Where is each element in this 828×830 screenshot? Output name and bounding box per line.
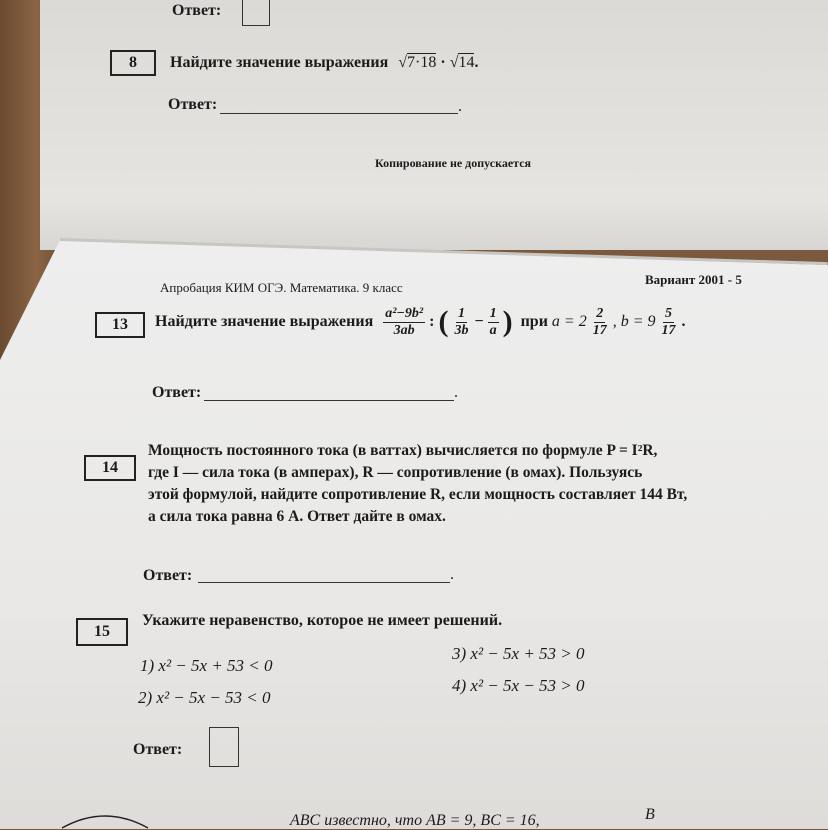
top-answer-box[interactable] xyxy=(242,0,270,26)
q13-fraction-1: $\frac{1}{3b}$ xyxy=(454,306,469,338)
q13-prefix: Найдите значение выражения xyxy=(155,313,374,330)
upper-paper-sheet xyxy=(40,0,828,250)
q14-line-4: а сила тока равна 6 А. Ответ дайте в омах. xyxy=(148,508,446,525)
question-15-text xyxy=(142,612,502,630)
q13-b-fraction: $\frac{5}{17}$ xyxy=(661,306,676,338)
q8-answer-line[interactable] xyxy=(220,113,458,114)
sqrt-icon: √ xyxy=(449,54,459,71)
footer-note: Копирование не допускается xyxy=(375,156,532,170)
shape-icon xyxy=(60,810,150,829)
q16-partial-text: ABC известно, что AB = 9, BC = 16, xyxy=(290,812,540,829)
q8-sqrt-1: 7·18 xyxy=(407,54,437,71)
q13-a-fraction: $\frac{2}{17}$ xyxy=(592,306,607,338)
header-left: Апробация КИМ ОГЭ. Математика. 9 класс xyxy=(160,280,403,295)
q14-answer-label: Ответ: xyxy=(143,567,193,584)
q15-answer-box[interactable] xyxy=(209,727,239,767)
q14-line-1: Мощность постоянного тока (в ваттах) вычисляется по формуле P = I²R, xyxy=(148,442,658,459)
q13-a-eq: a = 2 xyxy=(551,313,587,330)
q8-dot: · xyxy=(440,54,446,71)
q8-suffix: . xyxy=(474,54,479,71)
question-13-number: 13 xyxy=(95,312,145,338)
q8-prefix: Найдите значение выражения xyxy=(170,54,389,71)
q13-answer-label: Ответ: xyxy=(152,384,202,401)
q15-option-3[interactable]: 3) x² − 5x + 53 > 0 xyxy=(452,644,585,663)
q14-line-2: где I — сила тока (в амперах), R — сопротивление (в омах). Пользуясь xyxy=(148,464,643,481)
header-right: Вариант 2001 - 5 xyxy=(645,272,742,287)
top-answer-label: Ответ: xyxy=(172,2,222,19)
right-paren-icon: ) xyxy=(502,305,513,338)
question-15-number: 15 xyxy=(76,618,128,646)
q13-b-eq: , b = 9 xyxy=(612,313,656,330)
q8-answer-end: . xyxy=(458,98,462,115)
q15-text-before: Укажите неравенство, которое xyxy=(142,612,364,629)
question-14-number: 14 xyxy=(84,455,136,481)
question-13-text xyxy=(155,305,686,339)
q15-text-bold: не имеет xyxy=(367,612,430,629)
q8-answer-label: Ответ: xyxy=(168,96,218,113)
q13-answer-line[interactable] xyxy=(204,400,454,401)
sqrt-icon: √ xyxy=(398,54,408,71)
q14-answer-line[interactable] xyxy=(198,582,450,583)
question-8-number: 8 xyxy=(110,50,156,76)
q13-main-fraction: $\frac{\text{a²−9b²}}{3ab}$ xyxy=(385,306,424,338)
q13-fraction-2: $\frac{1}{a}$ xyxy=(489,306,497,338)
q15-answer-label: Ответ: xyxy=(133,741,183,758)
q15-option-1[interactable]: 1) x² − 5x + 53 < 0 xyxy=(140,656,273,675)
q13-answer-end: . xyxy=(454,384,458,401)
q14-answer-end: . xyxy=(450,566,454,583)
q13-end: . xyxy=(681,313,686,330)
q15-text-after: решений. xyxy=(433,612,503,629)
question-14-text xyxy=(148,440,687,528)
question-8-text xyxy=(170,54,478,72)
q13-minus: − xyxy=(474,313,484,330)
left-paren-icon: ( xyxy=(438,305,449,338)
q8-sqrt-2: 14 xyxy=(458,54,475,71)
q15-option-4[interactable]: 4) x² − 5x − 53 > 0 xyxy=(452,676,585,695)
q14-line-3: этой формулой, найдите сопротивление R, если мощность составляет 144 Вт, xyxy=(148,486,688,503)
q13-colon: : xyxy=(429,313,435,330)
q13-at: при xyxy=(520,313,548,330)
q15-option-2[interactable]: 2) x² − 5x − 53 < 0 xyxy=(138,688,271,707)
q16-vertex-label: B xyxy=(645,806,655,823)
